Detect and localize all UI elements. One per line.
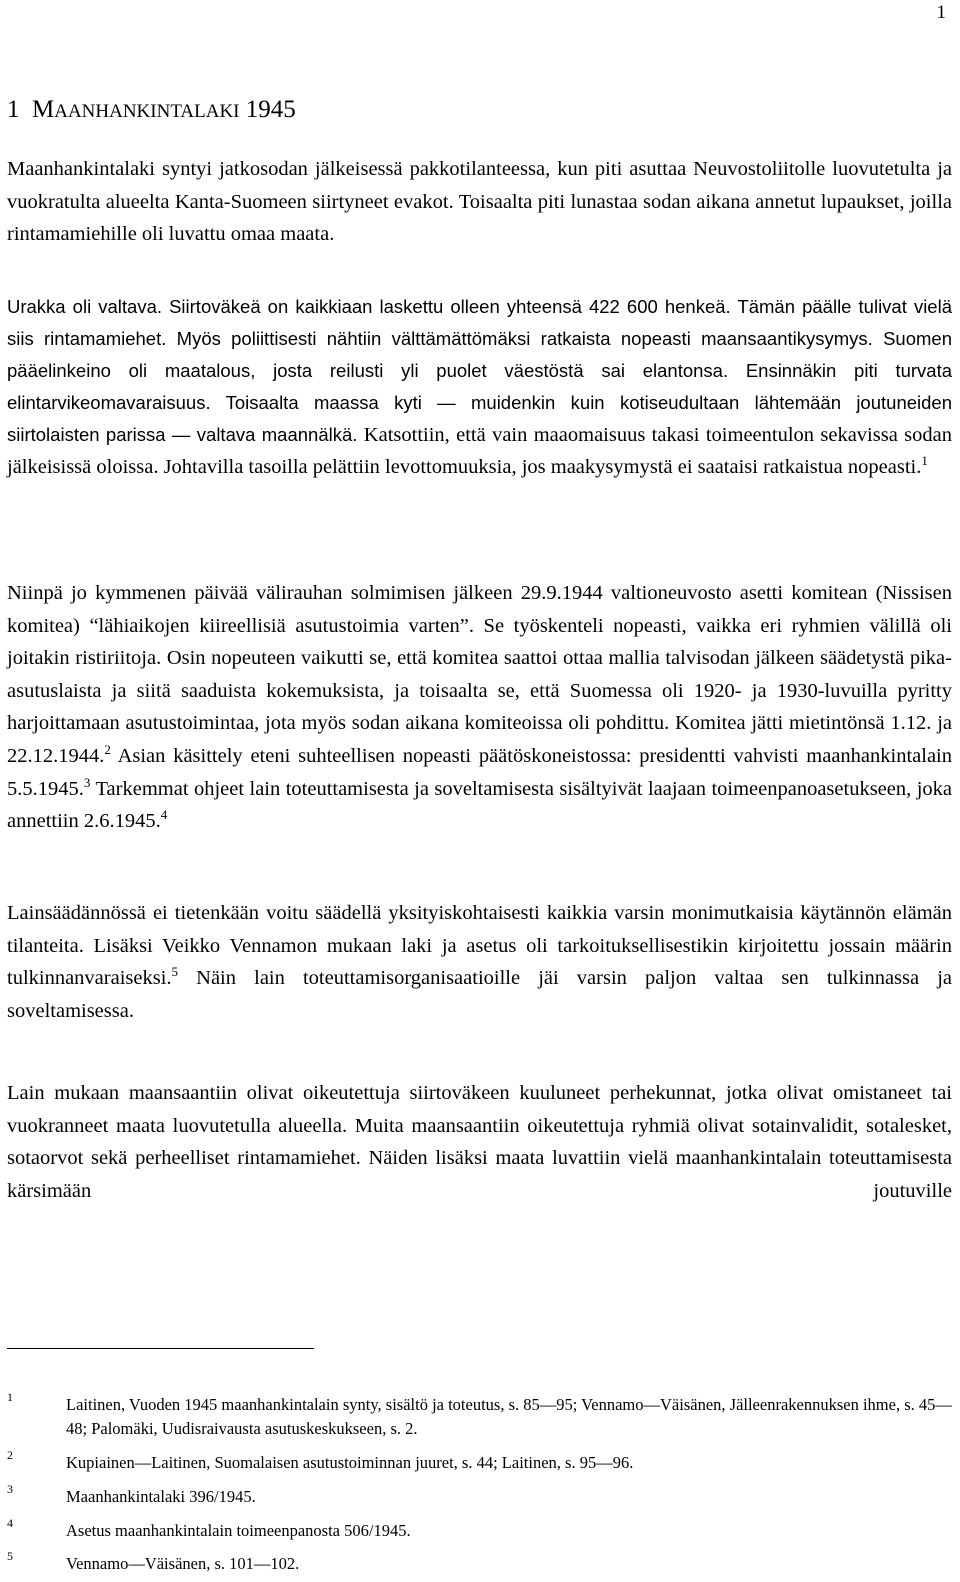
footnote-text: Laitinen, Vuoden 1945 maanhankintalain synty, sisältö ja toteutus, s. 85—95; Vennamo—Väisänen, Jälleenrakennuksen ihme, s. 45—48; Palomäki, Uudisraivausta asutuskeskukseen, s. 2.	[66, 1395, 952, 1438]
paragraph-niinpa-text: Niinpä jo kymmenen päivää välirauhan solmimisen jälkeen 29.9.1944 valtioneuvosto asetti komitean (Nissisen komitea) “lähiaikojen kiireellisiä asutustoimia varten”. Se työskenteli nopeasti, vaikka eri ryhmien välillä oli joitakin ristiriitoja. Osin nopeuteen vaikutti se, että komitea saattoi ottaa mallia talvisodan jälkeen säädetystä pika-asutuslaista ja siitä saaduista kokemuksista, ja toisaalta se, että Suomessa oli 1920- ja 1930-luvuilla pyritty harjoittamaan asutustoimintaa, jota myös sodan aikana komiteoissa oli pohdittu. Komitea jätti mietintönsä 1.12. ja 22.12.1944.	[7, 582, 952, 767]
paragraph-lain-mukaan-text: Lain mukaan maansaantiin olivat oikeutettuja siirtoväkeen kuuluneet perhekunnat, jotka olivat omistaneet tai vuokranneet maata luovutetulla alueella. Muita maansaantiin oikeutettuja ryhmiä olivat sotainvalidit, sotalesket, sotaorvot sekä perheelliset rintamamiehet. Näiden lisäksi maata luvattiin vielä maanhankintalain toteuttamisesta kärsimään joutuville	[7, 1082, 952, 1202]
paragraph-urakka-text: Urakka oli valtava. Siirtoväkeä on kaikkiaan laskettu olleen yhteensä 422 600 henkeä. Tämän päälle tulivat vielä siis rintamamiehet. Myös poliittisesti nähtiin välttämättömäksi ratkaista nopeasti maansaantikysymys. Suomen pääelinkeino oli maatalous, josta reilusti yli puolet väestöstä sai elantonsa. Ensinnäkin piti turvata elintarvikeomavaraisuus. Toisaalta maassa kyti — muidenkin kuin kotiseudultaan lähtemään joutuneiden siirtolaisten parissa — valtava maannälkä.	[7, 296, 952, 445]
footnote-1	[7, 1390, 952, 1441]
heading-initial: M	[32, 96, 55, 123]
paragraph-lainsaadanto	[7, 897, 952, 1027]
footnote-4	[7, 1516, 952, 1543]
footnote-ref-1: 1	[921, 453, 928, 468]
footnote-2	[7, 1448, 952, 1475]
footnote-text: Asetus maanhankintalain toimeenpanosta 506/1945.	[66, 1521, 411, 1540]
footnote-separator	[7, 1348, 314, 1349]
footnote-ref-5: 5	[171, 964, 179, 980]
footnote-number: 4	[7, 1516, 13, 1530]
paragraph-intro	[7, 153, 952, 251]
heading-year: 1945	[245, 96, 296, 123]
footnote-3	[7, 1482, 952, 1509]
footnote-number: 3	[7, 1482, 13, 1496]
footnote-text: Kupiainen—Laitinen, Suomalaisen asutustoiminnan juuret, s. 44; Laitinen, s. 95—96.	[66, 1453, 634, 1472]
footnote-ref-4: 4	[160, 807, 168, 823]
paragraph-niinpa-text-2: Asian käsittely eteni suhteellisen nopeasti päätöskoneistossa: presidentti vahvisti maanhankintalain 5.5.1945.	[7, 744, 953, 800]
paragraph-lainsaadanto-text: Lainsäädännössä ei tietenkään voitu säädellä yksityiskohtaisesti kaikkia varsin monimutkaisia käytännön elämän tilanteita. Lisäksi Veikko Vennamon mukaan laki ja asetus oli tarkoituksellisestikin kirjoitettu jossain määrin tulkinnanvaraiseksi.	[7, 902, 952, 990]
footnote-ref-2: 2	[104, 741, 111, 757]
paragraph-urakka	[7, 291, 952, 483]
page-number: 1	[936, 2, 946, 23]
paragraph-intro-text: Maanhankintalaki syntyi jatkosodan jälkeisessä pakkotilanteessa, kun piti asuttaa Neuvostoliitolle luovutetulta ja vuokratulta alueelta Kanta-Suomeen siirtyneet evakot. Toisaalta piti lunastaa sodan aikana annetut lupaukset, joilla rintamamiehille oli luvattu omaa maata.	[7, 158, 952, 245]
paragraph-lain-mukaan	[7, 1077, 952, 1207]
footnote-ref-3: 3	[83, 774, 91, 790]
footnote-text: Maanhankintalaki 396/1945.	[66, 1487, 256, 1506]
paragraph-niinpa	[7, 577, 952, 838]
section-heading	[7, 96, 296, 124]
footnote-number: 5	[7, 1549, 13, 1563]
footnote-number: 1	[7, 1390, 13, 1404]
paragraph-urakka-text-2: Katsottiin, että vain maaomaisuus takasi toimeentulon sekavissa sodan jälkeisissä oloissa. Johtavilla tasoilla pelättiin levottomuuksia, jos maakysymystä ei saataisi ratkaistua nopeasti.	[7, 424, 952, 478]
paragraph-lainsaadanto-text-2: Näin lain toteuttamisorganisaatioille jäi varsin paljon valtaa sen tulkinnassa ja soveltamisessa.	[7, 967, 953, 1022]
heading-number: 1	[7, 96, 20, 123]
paragraph-niinpa-text-3: Tarkemmat ohjeet lain toteuttamisesta ja soveltamisesta sisältyivät laajaan toimeenpanoasetukseen, joka annettiin 2.6.1945.	[7, 777, 953, 833]
heading-small-caps: AANHANKINTALAKI	[54, 101, 240, 122]
footnote-5	[7, 1549, 952, 1576]
footnote-text: Vennamo—Väisänen, s. 101—102.	[66, 1554, 300, 1573]
footnote-number: 2	[7, 1448, 13, 1462]
